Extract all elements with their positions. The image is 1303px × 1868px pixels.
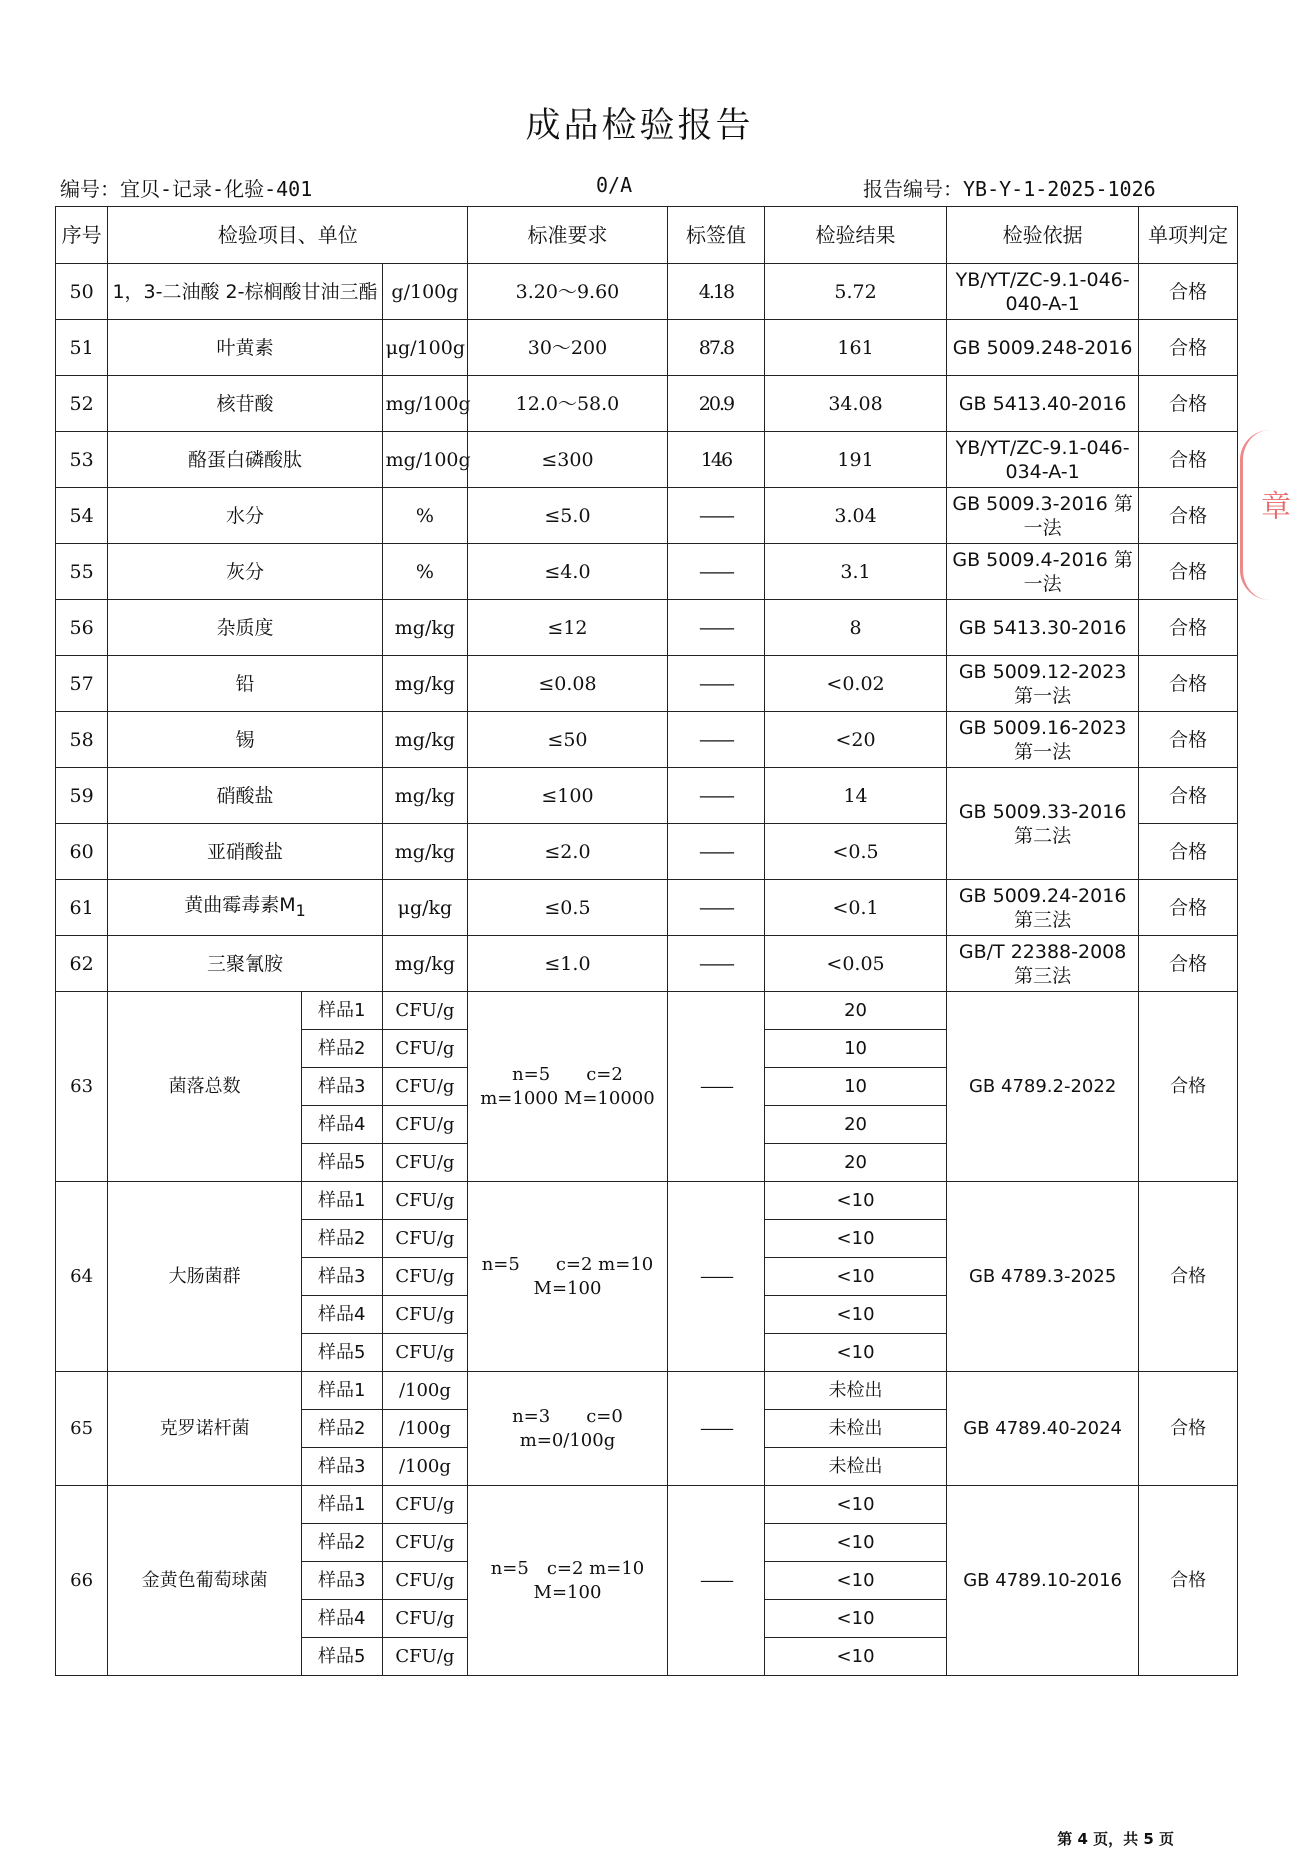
- sample-unit: CFU/g: [382, 1600, 468, 1638]
- sample-unit: CFU/g: [382, 1068, 468, 1106]
- sample-result: <10: [765, 1296, 947, 1334]
- item-unit: %: [382, 544, 468, 600]
- sample-unit: CFU/g: [382, 1030, 468, 1068]
- item-subscript: 1: [295, 900, 306, 920]
- item-name: [108, 544, 382, 600]
- item-name: [108, 600, 382, 656]
- item-unit: mg/kg: [382, 656, 468, 712]
- item-name: 金黄色葡萄球菌: [108, 1486, 302, 1676]
- sample-result: 10: [765, 1068, 947, 1106]
- standard-requirement: 30～200: [468, 320, 668, 376]
- sample-unit: CFU/g: [382, 1638, 468, 1676]
- sample-unit: CFU/g: [382, 1334, 468, 1372]
- test-result: 161: [765, 320, 947, 376]
- sample-result: <10: [765, 1334, 947, 1372]
- sample-result: <10: [765, 1600, 947, 1638]
- item-name-text: 亚硝酸盐: [206, 840, 283, 863]
- sample-result: <10: [765, 1524, 947, 1562]
- verdict: 合格: [1139, 656, 1238, 712]
- item-name: 菌落总数: [108, 992, 302, 1182]
- sample-result: <10: [765, 1220, 947, 1258]
- sample-name: 样品5: [301, 1144, 382, 1182]
- table-row: [56, 768, 1238, 824]
- label-value: 146: [667, 432, 764, 488]
- label-value: ——: [667, 712, 764, 768]
- row-number: 53: [56, 432, 108, 488]
- label-value: ——: [667, 824, 764, 880]
- row-number: 60: [56, 824, 108, 880]
- sample-result: <10: [765, 1486, 947, 1524]
- sample-result: 10: [765, 1030, 947, 1068]
- sample-unit: CFU/g: [382, 1258, 468, 1296]
- sample-unit: /100g: [382, 1372, 468, 1410]
- test-basis: GB 5009.248-2016: [946, 320, 1138, 376]
- item-unit: μg/kg: [382, 880, 468, 936]
- table-row: [56, 544, 1238, 600]
- verdict: 合格: [1139, 1182, 1238, 1372]
- table-row: [56, 320, 1238, 376]
- label-value: ——: [667, 992, 764, 1182]
- row-number: 51: [56, 320, 108, 376]
- sample-name: 样品1: [301, 992, 382, 1030]
- table-row: [56, 488, 1238, 544]
- sample-name: 样品4: [301, 1600, 382, 1638]
- sample-result: 20: [765, 1144, 947, 1182]
- sample-row: [56, 1182, 1238, 1220]
- test-result: 5.72: [765, 264, 947, 320]
- item-unit: %: [382, 488, 468, 544]
- row-number: 55: [56, 544, 108, 600]
- row-number: 54: [56, 488, 108, 544]
- standard-requirement: ≤5.0: [468, 488, 668, 544]
- sample-name: 样品1: [301, 1486, 382, 1524]
- record-number: 编号：宜贝-记录-化验-401: [60, 177, 313, 201]
- table-header-row: [56, 207, 1238, 264]
- version-label: 0/A: [596, 173, 633, 197]
- sample-unit: /100g: [382, 1448, 468, 1486]
- standard-requirement: ≤2.0: [468, 824, 668, 880]
- item-unit: μg/100g: [382, 320, 468, 376]
- standard-requirement: n=3 c=0 m=0/100g: [468, 1372, 668, 1486]
- stamp-text: 章: [1255, 490, 1290, 520]
- item-unit: mg/kg: [382, 824, 468, 880]
- sample-name: 样品5: [301, 1638, 382, 1676]
- item-name: [108, 320, 382, 376]
- test-result: 3.04: [765, 488, 947, 544]
- test-result: <20: [765, 712, 947, 768]
- row-number: 59: [56, 768, 108, 824]
- label-value: ——: [667, 936, 764, 992]
- header-col-verdict: 单项判定: [1139, 207, 1238, 264]
- table-row: [56, 712, 1238, 768]
- standard-requirement: ≤4.0: [468, 544, 668, 600]
- table-row: [56, 656, 1238, 712]
- label-value: ——: [667, 544, 764, 600]
- sample-unit: CFU/g: [382, 1220, 468, 1258]
- label-value: 4.18: [667, 264, 764, 320]
- sample-name: 样品2: [301, 1410, 382, 1448]
- sample-unit: CFU/g: [382, 1182, 468, 1220]
- verdict: 合格: [1139, 488, 1238, 544]
- test-basis: GB 4789.10-2016: [946, 1486, 1138, 1676]
- label-value: 20.9: [667, 376, 764, 432]
- sample-name: 样品4: [301, 1106, 382, 1144]
- row-number: 63: [56, 992, 108, 1182]
- label-value: ——: [667, 656, 764, 712]
- item-name: [108, 376, 382, 432]
- test-basis: GB 5413.40-2016: [946, 376, 1138, 432]
- sample-unit: CFU/g: [382, 1144, 468, 1182]
- header-col-label: 标签值: [667, 207, 764, 264]
- sample-name: 样品3: [301, 1258, 382, 1296]
- verdict: 合格: [1139, 544, 1238, 600]
- test-basis: GB 4789.40-2024: [946, 1372, 1138, 1486]
- item-name: [108, 936, 382, 992]
- sample-result: <10: [765, 1182, 947, 1220]
- verdict: 合格: [1139, 432, 1238, 488]
- item-name: [108, 824, 382, 880]
- row-number: 61: [56, 880, 108, 936]
- standard-requirement: ≤0.08: [468, 656, 668, 712]
- row-number: 64: [56, 1182, 108, 1372]
- sample-name: 样品1: [301, 1372, 382, 1410]
- sample-unit: CFU/g: [382, 1562, 468, 1600]
- row-number: 58: [56, 712, 108, 768]
- row-number: 62: [56, 936, 108, 992]
- sample-row: [56, 1486, 1238, 1524]
- item-unit: mg/kg: [382, 712, 468, 768]
- item-name-text: 三聚氰胺: [206, 952, 283, 975]
- item-unit: mg/100g: [382, 432, 468, 488]
- test-result: <0.02: [765, 656, 947, 712]
- item-name: [108, 656, 382, 712]
- test-basis: GB 5009.16-2023 第一法: [946, 712, 1138, 768]
- table-row: [56, 264, 1238, 320]
- test-basis: GB 5009.33-2016 第二法: [946, 768, 1138, 880]
- test-result: 191: [765, 432, 947, 488]
- sample-name: 样品3: [301, 1562, 382, 1600]
- item-name: 克罗诺杆菌: [108, 1372, 302, 1486]
- test-result: <0.05: [765, 936, 947, 992]
- verdict: 合格: [1139, 320, 1238, 376]
- item-name-text: 黄曲霉毒素M: [184, 893, 296, 916]
- item-name-text: 1，3-二油酸 2-棕榈酸甘油三酯: [112, 280, 378, 303]
- verdict: 合格: [1139, 264, 1238, 320]
- standard-requirement: 12.0～58.0: [468, 376, 668, 432]
- item-name: [108, 264, 382, 320]
- verdict: 合格: [1139, 824, 1238, 880]
- header-col-std: 标准要求: [468, 207, 668, 264]
- test-result: 14: [765, 768, 947, 824]
- item-name-text: 铅: [235, 672, 255, 695]
- header-col-no: 序号: [56, 207, 108, 264]
- sample-name: 样品2: [301, 1220, 382, 1258]
- item-name: [108, 768, 382, 824]
- sample-row: [56, 1372, 1238, 1410]
- row-number: 52: [56, 376, 108, 432]
- item-name: [108, 712, 382, 768]
- item-name-text: 水分: [225, 504, 264, 527]
- test-basis: GB/T 22388-2008 第三法: [946, 936, 1138, 992]
- verdict: 合格: [1139, 992, 1238, 1182]
- item-name: 大肠菌群: [108, 1182, 302, 1372]
- item-unit: mg/kg: [382, 768, 468, 824]
- sample-result: <10: [765, 1562, 947, 1600]
- item-name-text: 灰分: [225, 560, 264, 583]
- label-value: ——: [667, 600, 764, 656]
- standard-requirement: n=5 c=2 m=10 M=100: [468, 1182, 668, 1372]
- sample-name: 样品2: [301, 1524, 382, 1562]
- item-name-text: 杂质度: [216, 616, 274, 639]
- item-name-text: 叶黄素: [216, 336, 274, 359]
- row-number: 65: [56, 1372, 108, 1486]
- table-row: [56, 376, 1238, 432]
- label-value: ——: [667, 768, 764, 824]
- test-result: 34.08: [765, 376, 947, 432]
- row-number: 56: [56, 600, 108, 656]
- label-value: ——: [667, 488, 764, 544]
- item-unit: mg/kg: [382, 600, 468, 656]
- item-name-text: 核苷酸: [216, 392, 274, 415]
- sample-name: 样品3: [301, 1448, 382, 1486]
- label-value: 87.8: [667, 320, 764, 376]
- standard-requirement: ≤300: [468, 432, 668, 488]
- verdict: 合格: [1139, 936, 1238, 992]
- row-number: 66: [56, 1486, 108, 1676]
- test-result: <0.1: [765, 880, 947, 936]
- test-basis: GB 4789.2-2022: [946, 992, 1138, 1182]
- standard-requirement: ≤0.5: [468, 880, 668, 936]
- sample-result: 未检出: [765, 1372, 947, 1410]
- item-name: [108, 432, 382, 488]
- report-number: 报告编号：YB-Y-1-2025-1026: [863, 177, 1156, 201]
- standard-requirement: n=5 c=2 m=10 M=100: [468, 1486, 668, 1676]
- test-basis: YB/YT/ZC-9.1-046-034-A-1: [946, 432, 1138, 488]
- verdict: 合格: [1139, 1372, 1238, 1486]
- sample-unit: CFU/g: [382, 1106, 468, 1144]
- table-row: [56, 880, 1238, 936]
- test-basis: GB 5009.12-2023 第一法: [946, 656, 1138, 712]
- verdict: 合格: [1139, 768, 1238, 824]
- label-value: ——: [667, 1182, 764, 1372]
- label-value: ——: [667, 1372, 764, 1486]
- standard-requirement: 3.20～9.60: [468, 264, 668, 320]
- sample-result: 20: [765, 1106, 947, 1144]
- standard-requirement: n=5 c=2 m=1000 M=10000: [468, 992, 668, 1182]
- test-basis: YB/YT/ZC-9.1-046-040-A-1: [946, 264, 1138, 320]
- page-title: 成品检验报告: [525, 106, 754, 146]
- sample-result: <10: [765, 1638, 947, 1676]
- standard-requirement: ≤100: [468, 768, 668, 824]
- label-value: ——: [667, 1486, 764, 1676]
- sample-result: 未检出: [765, 1448, 947, 1486]
- sample-result: <10: [765, 1258, 947, 1296]
- table-row: [56, 936, 1238, 992]
- sample-name: 样品4: [301, 1296, 382, 1334]
- item-unit: mg/100g: [382, 376, 468, 432]
- sample-row: [56, 992, 1238, 1030]
- table-row: [56, 600, 1238, 656]
- verdict: 合格: [1139, 600, 1238, 656]
- sample-name: 样品1: [301, 1182, 382, 1220]
- sample-unit: /100g: [382, 1410, 468, 1448]
- standard-requirement: ≤1.0: [468, 936, 668, 992]
- row-number: 50: [56, 264, 108, 320]
- standard-requirement: ≤50: [468, 712, 668, 768]
- sample-result: 未检出: [765, 1410, 947, 1448]
- label-value: ——: [667, 880, 764, 936]
- header-col-item: 检验项目、单位: [108, 207, 468, 264]
- table-row: [56, 432, 1238, 488]
- test-basis: GB 5009.24-2016 第三法: [946, 880, 1138, 936]
- sample-name: 样品5: [301, 1334, 382, 1372]
- sample-unit: CFU/g: [382, 992, 468, 1030]
- standard-requirement: ≤12: [468, 600, 668, 656]
- verdict: 合格: [1139, 712, 1238, 768]
- sample-unit: CFU/g: [382, 1486, 468, 1524]
- sample-name: 样品3: [301, 1068, 382, 1106]
- test-result: 8: [765, 600, 947, 656]
- test-basis: GB 4789.3-2025: [946, 1182, 1138, 1372]
- verdict: 合格: [1139, 880, 1238, 936]
- test-result: <0.5: [765, 824, 947, 880]
- sample-unit: CFU/g: [382, 1296, 468, 1334]
- verdict: 合格: [1139, 1486, 1238, 1676]
- test-basis: GB 5009.3-2016 第一法: [946, 488, 1138, 544]
- item-name: [108, 488, 382, 544]
- item-name-text: 锡: [235, 728, 255, 751]
- item-name: [108, 880, 382, 936]
- header-col-basis: 检验依据: [946, 207, 1138, 264]
- test-result: 3.1: [765, 544, 947, 600]
- test-basis: GB 5009.4-2016 第一法: [946, 544, 1138, 600]
- sample-result: 20: [765, 992, 947, 1030]
- item-name-text: 硝酸盐: [216, 784, 274, 807]
- verdict: 合格: [1139, 376, 1238, 432]
- page-footer: 第 4 页，共 5 页: [1057, 1830, 1174, 1848]
- item-unit: mg/kg: [382, 936, 468, 992]
- header-col-result: 检验结果: [765, 207, 947, 264]
- row-number: 57: [56, 656, 108, 712]
- item-unit: g/100g: [382, 264, 468, 320]
- sample-unit: CFU/g: [382, 1524, 468, 1562]
- item-name-text: 酪蛋白磷酸肽: [187, 448, 302, 471]
- sample-name: 样品2: [301, 1030, 382, 1068]
- test-basis: GB 5413.30-2016: [946, 600, 1138, 656]
- inspection-table: [55, 206, 1238, 1676]
